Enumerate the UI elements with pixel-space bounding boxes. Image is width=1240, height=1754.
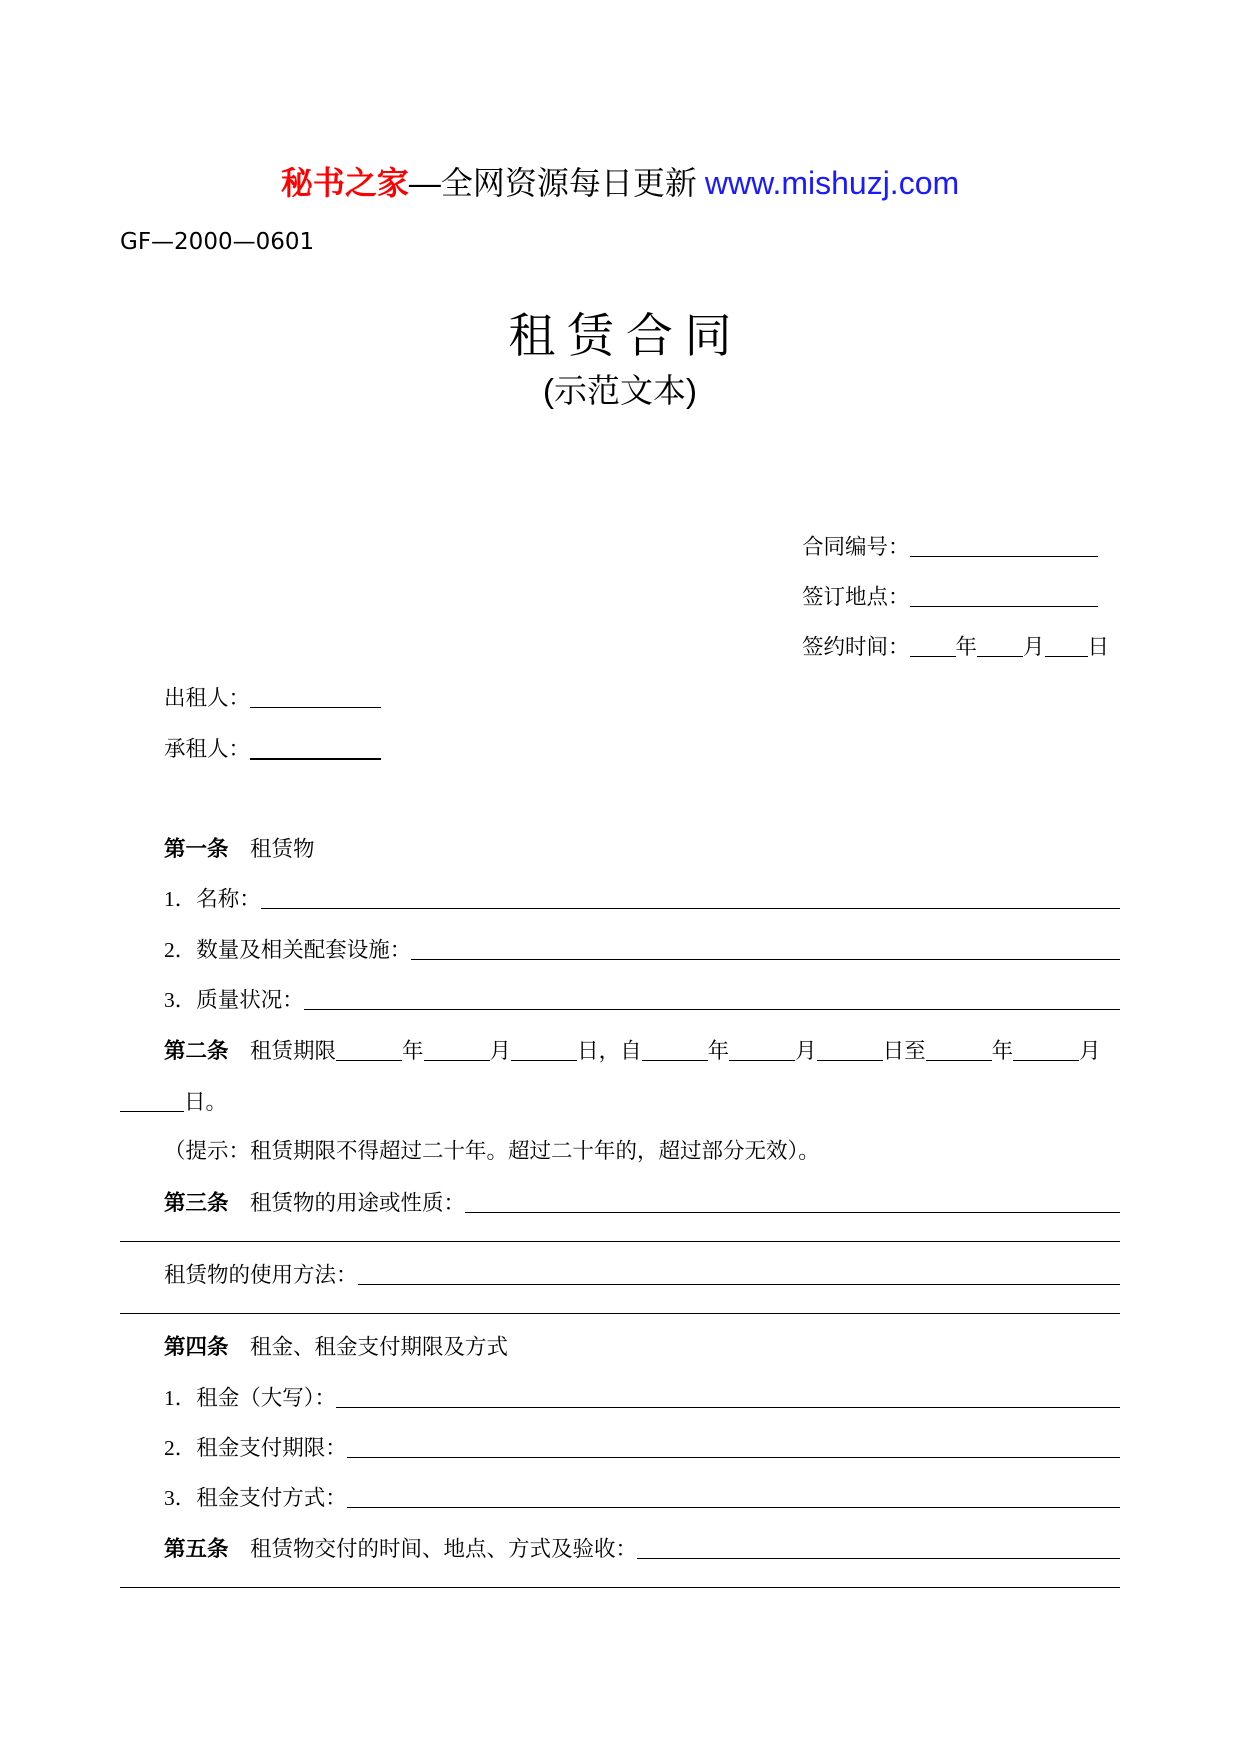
term-text: 租赁期限 — [250, 1039, 337, 1063]
article-1-heading — [164, 834, 1120, 864]
sign-day-blank — [1045, 632, 1088, 657]
sign-time-label: 签约时间： — [802, 635, 910, 659]
article-5-heading — [164, 1534, 1120, 1564]
sign-year-label: 年 — [955, 635, 978, 659]
term-text: 年 — [991, 1039, 1014, 1063]
usage-method-label: 租赁物的使用方法： — [164, 1263, 358, 1287]
item-label: 3．质量状况： — [164, 988, 304, 1012]
delivery-blank — [637, 1534, 1120, 1559]
term-text: 月 — [795, 1039, 817, 1063]
article-4-item-rent — [164, 1383, 1120, 1413]
article-title: 租赁物交付的时间、地点、方式及验收： — [250, 1537, 638, 1561]
contract-number-row — [802, 532, 1098, 562]
blank-line — [120, 1241, 1120, 1242]
term-text: 年 — [402, 1039, 424, 1063]
article-3-heading — [164, 1188, 1120, 1218]
article-number: 第二条 — [164, 1039, 229, 1063]
sign-day-label: 日 — [1087, 635, 1110, 659]
sign-place-blank — [910, 582, 1098, 607]
item-blank — [304, 985, 1120, 1010]
lessee-label: 承租人： — [164, 737, 251, 761]
article-1-item-quality — [164, 985, 1120, 1015]
banner-url: www.mishuzj.com — [704, 165, 960, 201]
term-blank — [511, 1036, 577, 1061]
blank-line — [120, 1313, 1120, 1314]
item-label: 1．租金（大写）： — [164, 1386, 337, 1410]
item-label: 1．名称： — [164, 887, 261, 911]
lessor-label: 出租人： — [164, 686, 251, 710]
sign-month-blank — [977, 632, 1023, 657]
term-blank — [817, 1036, 883, 1061]
sign-place-row — [802, 582, 1098, 612]
item-label: 2．租金支付期限： — [164, 1436, 347, 1460]
article-title: 租赁物的用途或性质： — [250, 1191, 466, 1215]
article-number: 第五条 — [164, 1537, 229, 1561]
blank-line — [120, 1587, 1120, 1588]
term-text: 月 — [489, 1039, 512, 1063]
document-code: GF—2000—0601 — [120, 229, 315, 255]
article-title: 租赁物 — [250, 837, 315, 861]
term-blank — [424, 1036, 490, 1061]
term-blank — [642, 1036, 708, 1061]
contract-number-label: 合同编号： — [802, 535, 910, 559]
item-label: 3．租金支付方式： — [164, 1486, 347, 1510]
term-text: 日至 — [882, 1039, 926, 1063]
usage-method-row — [164, 1260, 1120, 1290]
article-2-line-1 — [164, 1036, 1101, 1066]
article-2-note — [164, 1136, 820, 1166]
article-4-heading — [164, 1332, 1120, 1362]
sign-place-label: 签订地点： — [802, 585, 910, 609]
lessee-row — [164, 734, 381, 764]
article-2-line-2 — [120, 1087, 227, 1117]
item-blank — [411, 935, 1120, 960]
term-blank — [336, 1036, 402, 1061]
article-number: 第一条 — [164, 837, 229, 861]
article-title: 租金、租金支付期限及方式 — [250, 1335, 509, 1359]
term-blank — [120, 1087, 184, 1112]
site-banner — [0, 163, 1240, 203]
lessor-row — [164, 683, 381, 713]
term-text: 月 — [1079, 1039, 1101, 1063]
sign-year-blank — [910, 632, 956, 657]
term-blank — [729, 1036, 795, 1061]
article-number: 第三条 — [164, 1191, 229, 1215]
term-text: 年 — [707, 1039, 730, 1063]
item-blank — [347, 1483, 1120, 1508]
item-blank — [261, 884, 1120, 909]
lessor-blank — [250, 683, 381, 708]
document-subtitle: (示范文本) — [543, 372, 697, 409]
article-4-item-method — [164, 1483, 1120, 1513]
term-blank — [1013, 1036, 1079, 1061]
article-4-item-period — [164, 1433, 1120, 1463]
lessee-blank — [250, 734, 381, 760]
usage-method-blank — [358, 1260, 1120, 1285]
item-blank — [336, 1383, 1120, 1408]
document-title: 租 赁 合 同 — [508, 311, 732, 363]
banner-tagline: —全网资源每日更新 — [408, 165, 697, 201]
article-number: 第四条 — [164, 1335, 229, 1359]
article-1-item-name — [164, 884, 1120, 914]
item-blank — [347, 1433, 1120, 1458]
sign-time-row — [802, 632, 1109, 662]
sign-month-label: 月 — [1023, 635, 1045, 659]
article-1-item-quantity — [164, 935, 1120, 965]
item-label: 2．数量及相关配套设施： — [164, 938, 412, 962]
term-end: 日。 — [184, 1090, 228, 1114]
usage-purpose-blank — [465, 1188, 1120, 1213]
banner-brand: 秘书之家 — [280, 165, 409, 201]
term-note: （提示：租赁期限不得超过二十年。超过二十年的，超过部分无效）。 — [164, 1139, 820, 1163]
contract-number-blank — [910, 532, 1098, 557]
term-text: 日，自 — [577, 1039, 642, 1063]
term-blank — [926, 1036, 992, 1061]
